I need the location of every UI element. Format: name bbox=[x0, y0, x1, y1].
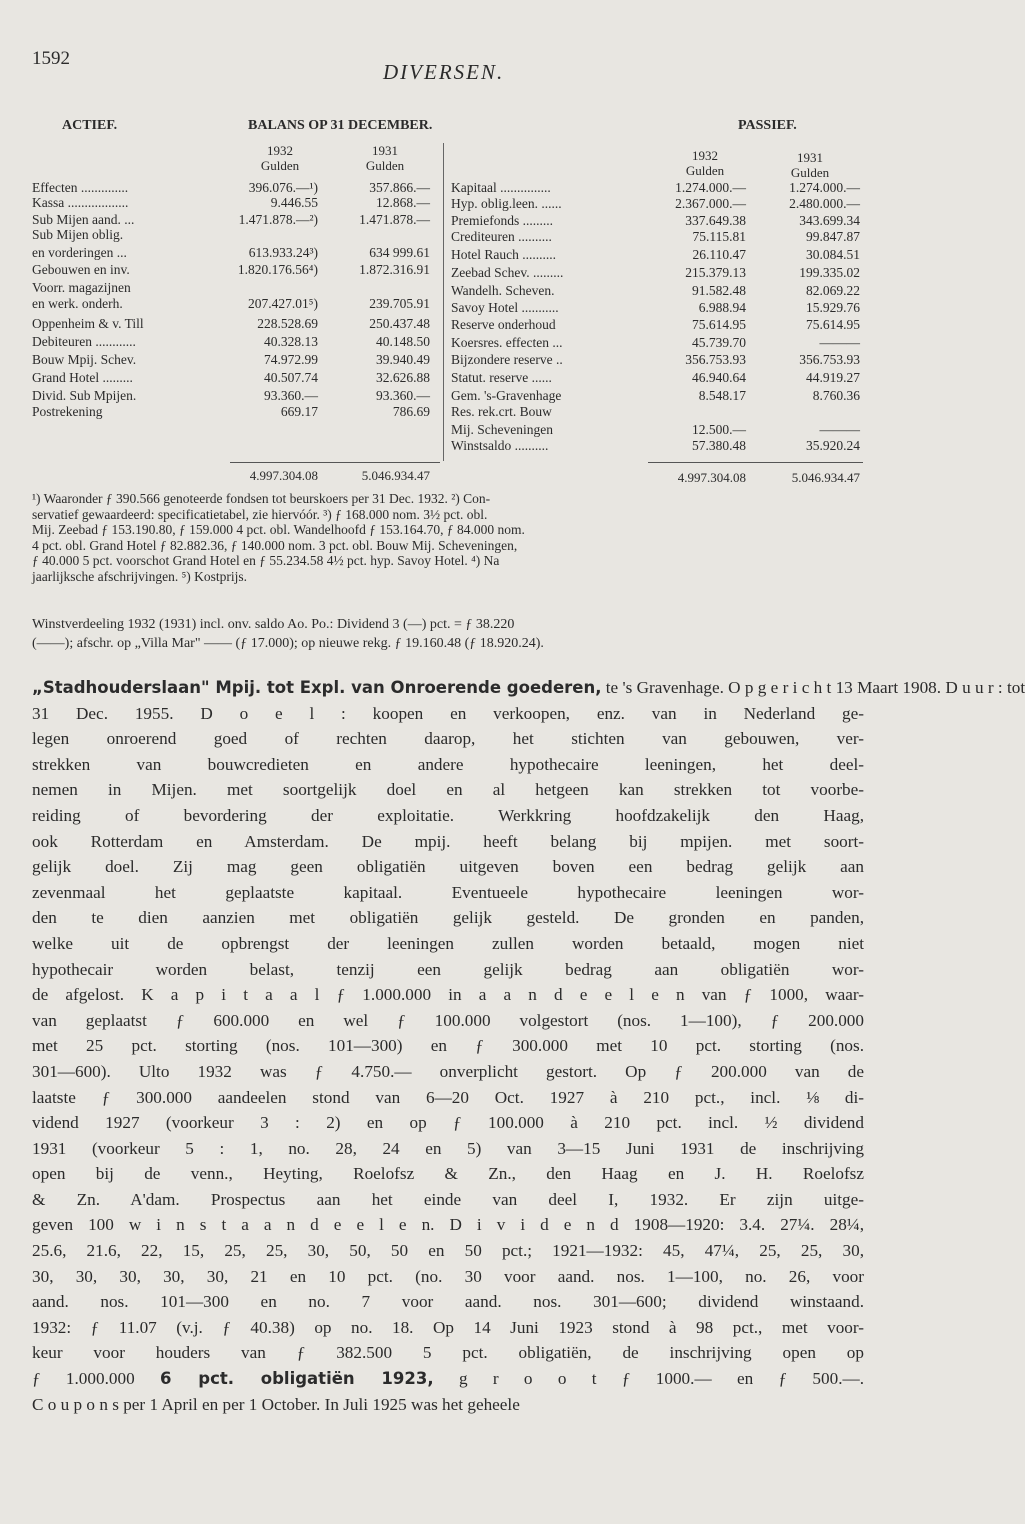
passief-value-1932: 45.739.70 bbox=[692, 335, 746, 350]
passief-row-label: Bijzondere reserve .. bbox=[451, 352, 563, 367]
passief-value-1932: 6.988.94 bbox=[698, 300, 746, 315]
actief-value-1932: 74.972.99 bbox=[264, 352, 318, 367]
article-line: hypothecair worden belast, tenzij een gelijk bedrag aan obligatiën wor- bbox=[32, 959, 864, 979]
passief-value-1932: 337.649.38 bbox=[685, 213, 746, 228]
passief-value-1932: 356.753.93 bbox=[685, 352, 746, 367]
passief-value-1932: 12.500.— bbox=[692, 422, 746, 437]
actief-row-label: Oppenheim & v. Till bbox=[32, 316, 144, 331]
page-number: 1592 bbox=[32, 48, 70, 69]
actief-value-1931: 39.940.49 bbox=[376, 352, 430, 367]
article-line: laatste ƒ 300.000 aandeelen stond van 6—20 Oct. 1927 à 210 pct., incl. ⅛ di- bbox=[32, 1087, 864, 1107]
bond-issue-bold: 6 pct. obligatiën 1923, bbox=[160, 1369, 434, 1389]
article-line: van geplaatst ƒ 600.000 en wel ƒ 100.000 volgestort (nos. 1—100), ƒ 200.000 bbox=[32, 1010, 864, 1030]
footnote-line: ƒ 40.000 5 pct. voorschot Grand Hotel en ƒ 55.234.58 4½ pct. hyp. Savoy Hotel. ⁴) Na bbox=[32, 553, 500, 568]
actief-value-1932: 669.17 bbox=[280, 404, 318, 419]
passief-value-1932: 57.380.48 bbox=[692, 438, 746, 453]
passief-value-1932: 215.379.13 bbox=[685, 265, 746, 280]
actief-row-label: Sub Mijen aand. ... bbox=[32, 212, 135, 227]
passief-row-label: Winstsaldo .......... bbox=[451, 438, 549, 453]
article-line: welke uit de opbrengst der leeningen zullen worden betaald, mogen niet bbox=[32, 933, 864, 953]
actief-row-label: Kassa .................. bbox=[32, 195, 129, 210]
actief-row-label: Postrekening bbox=[32, 404, 103, 419]
actief-row-label: Gebouwen en inv. bbox=[32, 262, 130, 277]
passief-row-label: Gem. 's-Gravenhage bbox=[451, 388, 562, 403]
passief-value-1932: 8.548.17 bbox=[698, 388, 746, 403]
article-heading: „Stadhouderslaan" Mpij. tot Expl. van Onroerende goederen, bbox=[32, 678, 602, 697]
article-line: C o u p o n s per 1 April en per 1 October. In Juli 1925 was het geheele bbox=[32, 1394, 520, 1414]
passief-value-1931: 75.614.95 bbox=[806, 317, 860, 332]
passief-total-1931: 5.046.934.47 bbox=[791, 470, 860, 485]
actief-value-1932: 9.446.55 bbox=[270, 195, 318, 210]
passief-total-1932: 4.997.304.08 bbox=[677, 470, 746, 485]
actief-value-1931 bbox=[322, 280, 430, 296]
col-head-actief-1932: 1932 Gulden bbox=[260, 143, 300, 173]
passief-value-1932 bbox=[640, 404, 746, 420]
actief-row-label: Divid. Sub Mpijen. bbox=[32, 388, 137, 403]
col-head-actief-1931: 1931 Gulden bbox=[365, 143, 405, 173]
article-line: 301—600). Ulto 1932 was ƒ 4.750.— onverplicht gestort. Op ƒ 200.000 van de bbox=[32, 1061, 864, 1081]
article-line: gelijk doel. Zij mag geen obligatiën uitgeven boven een bedrag gelijk aan bbox=[32, 857, 864, 877]
actief-value-1932: 396.076.—¹) bbox=[248, 180, 318, 195]
article-line: zevenmaal het geplaatste kapitaal. Eventueele hypothecaire leeningen wor- bbox=[32, 882, 864, 902]
article-line: open bij de venn., Heyting, Roelofsz & Zn., den Haag en J. H. Roelofsz bbox=[32, 1164, 864, 1184]
passief-value-1932: 2.367.000.— bbox=[675, 196, 746, 211]
article-line: ook Rotterdam en Amsterdam. De mpij. heeft belang bij mpijen. met soort- bbox=[32, 831, 864, 851]
article-text: g r o o t ƒ 1000.— en ƒ 500.—. bbox=[433, 1369, 864, 1389]
passief-row-label: Zeebad Schev. ......... bbox=[451, 265, 564, 280]
passief-row-label: Hyp. oblig.leen. ...... bbox=[451, 196, 562, 211]
passief-value-1932: 75.115.81 bbox=[692, 229, 746, 244]
actief-value-1931: 40.148.50 bbox=[376, 334, 430, 349]
article-line: strekken van bouwcredieten en andere hypothecaire leeningen, het deel- bbox=[32, 754, 864, 774]
passief-value-1932: 46.940.64 bbox=[692, 370, 746, 385]
actief-value-1932 bbox=[212, 227, 318, 243]
passief-row-label: Mij. Scheveningen bbox=[451, 422, 553, 437]
actief-value-1931: 786.69 bbox=[392, 404, 430, 419]
actief-row-label: Grand Hotel ......... bbox=[32, 370, 133, 385]
actief-row-label: Effecten .............. bbox=[32, 180, 129, 195]
passief-value-1931: 99.847.87 bbox=[806, 229, 860, 244]
balance-title: BALANS OP 31 DECEMBER. bbox=[248, 118, 433, 133]
article-line: reiding of bevordering der exploitatie. Werkkring hoofdzakelijk den Haag, bbox=[32, 805, 864, 825]
article-line: 25.6, 21.6, 22, 15, 25, 25, 30, 50, 50 en 50 pct.; 1921—1932: 45, 47¼, 25, 25, 30, bbox=[32, 1241, 864, 1261]
actief-row-label: en vorderingen ... bbox=[32, 245, 127, 260]
actief-value-1931: 250.437.48 bbox=[369, 316, 430, 331]
actief-value-1932: 613.933.24³) bbox=[248, 245, 318, 260]
article-line: „Stadhouderslaan" Mpij. tot Expl. van Onroerende goederen, te 's Gravenhage. O p g e r i c h t 13 Maart 1908. D u u r : tot bbox=[32, 678, 1025, 697]
passief-value-1931: 356.753.93 bbox=[799, 352, 860, 367]
passief-value-1931: 15.929.76 bbox=[806, 300, 860, 315]
passief-value-1931 bbox=[752, 404, 860, 420]
article-line: 31 Dec. 1955. D o e l : koopen en verkoopen, enz. van in Nederland ge- bbox=[32, 703, 864, 723]
footnote-line: 4 pct. obl. Grand Hotel ƒ 82.882.36, ƒ 140.000 nom. 3 pct. obl. Bouw Mij. Scheveningen, bbox=[32, 537, 518, 553]
passief-value-1931: 82.069.22 bbox=[806, 283, 860, 298]
article-line: den te dien aanzien met obligatiën gelijk gesteld. De gronden en panden, bbox=[32, 908, 864, 928]
passief-value-1931: 44.919.27 bbox=[806, 370, 860, 385]
article-line: aand. nos. 101—300 en no. 7 voor aand. nos. 301—600; dividend winstaand. bbox=[32, 1292, 864, 1312]
passief-value-1931: 2.480.000.— bbox=[789, 196, 860, 211]
article-line bbox=[32, 1366, 864, 1392]
actief-value-1931: 1.872.316.91 bbox=[359, 262, 430, 277]
actief-value-1931: 357.866.— bbox=[369, 180, 430, 195]
actief-total-1931: 5.046.934.47 bbox=[361, 468, 430, 483]
col-head-passief-1931: 1931 Gulden bbox=[790, 150, 830, 180]
article-line: 1932: ƒ 11.07 (v.j. ƒ 40.38) op no. 18. Op 14 Juni 1923 stond à 98 pct., met voor- bbox=[32, 1317, 864, 1337]
passief-value-1931: 35.920.24 bbox=[806, 438, 860, 453]
article-line: met 25 pct. storting (nos. 101—300) en ƒ 300.000 met 10 pct. storting (nos. bbox=[32, 1036, 864, 1056]
actief-row-label: Voorr. magazijnen bbox=[32, 280, 131, 295]
winst-line: Winstverdeeling 1932 (1931) incl. onv. saldo Ao. Po.: Dividend 3 (—) pct. = ƒ 38.220 bbox=[32, 617, 515, 632]
actief-value-1931: 1.471.878.— bbox=[359, 212, 430, 227]
passief-row-label: Reserve onderhoud bbox=[451, 317, 556, 332]
article-line: geven 100 w i n s t a a n d e e l e n. D i v i d e n d 1908—1920: 3.4. 27¼. 28¼, bbox=[32, 1215, 864, 1235]
winst-line: (——); afschr. op „Villa Mar" —— (ƒ 17.000); op nieuwe rekg. ƒ 19.160.48 (ƒ 18.920.24). bbox=[32, 636, 544, 651]
passief-value-1931: ——— bbox=[819, 335, 860, 350]
passief-value-1931: 8.760.36 bbox=[812, 388, 860, 403]
actief-value-1932: 40.507.74 bbox=[264, 370, 318, 385]
actief-value-1931 bbox=[322, 227, 430, 243]
passief-value-1932: 91.582.48 bbox=[692, 283, 746, 298]
passief-value-1932: 1.274.000.— bbox=[675, 180, 746, 195]
passief-label: PASSIEF. bbox=[738, 118, 797, 133]
passief-row-label: Kapitaal ............... bbox=[451, 180, 551, 195]
article-line: nemen in Mijen. met soortgelijk doel en al hetgeen kan strekken tot voorbe- bbox=[32, 780, 864, 800]
column-divider bbox=[443, 143, 444, 461]
actief-row-label: Bouw Mpij. Schev. bbox=[32, 352, 137, 367]
actief-value-1932 bbox=[212, 280, 318, 296]
footnote-line: Mij. Zeebad ƒ 153.190.80, ƒ 159.000 4 pct. obl. Wandelhoofd ƒ 153.164.70, ƒ 84.000 nom. bbox=[32, 522, 525, 537]
actief-value-1931: 32.626.88 bbox=[376, 370, 430, 385]
footnote-line: jaarlijksche afschrijvingen. ⁵) Kostprijs. bbox=[32, 568, 248, 584]
actief-value-1932: 40.328.13 bbox=[264, 334, 318, 349]
passief-value-1931: ——— bbox=[819, 422, 860, 437]
actief-value-1931: 12.868.— bbox=[376, 195, 430, 210]
article-line: 1931 (voorkeur 5 : 1, no. 28, 24 en 5) van 3—15 Juni 1931 de inschrijving bbox=[32, 1138, 864, 1158]
footnote-line: servatief gewaardeerd: specificatietabel, zie hiervóór. ³) ƒ 168.000 nom. 3½ pct. obl. bbox=[32, 506, 488, 522]
passief-row-label: Statut. reserve ...... bbox=[451, 370, 552, 385]
actief-row-label: Sub Mijen oblig. bbox=[32, 227, 124, 242]
article-line: keur voor houders van ƒ 382.500 5 pct. obligatiën, de inschrijving open op bbox=[32, 1343, 864, 1363]
passief-value-1932: 26.110.47 bbox=[692, 247, 746, 262]
running-head: DIVERSEN. bbox=[383, 60, 505, 84]
article-text: ƒ 1.000.000 bbox=[32, 1369, 160, 1389]
passief-value-1931: 30.084.51 bbox=[806, 247, 860, 262]
article-line: vidend 1927 (voorkeur 3 : 2) en op ƒ 100.000 à 210 pct. incl. ½ dividend bbox=[32, 1113, 864, 1133]
article-body bbox=[32, 675, 1025, 1417]
passief-row-label: Premiefonds ......... bbox=[451, 213, 553, 228]
article-line: & Zn. A'dam. Prospectus aan het einde van deel I, 1932. Er zijn uitge- bbox=[32, 1189, 864, 1209]
actief-value-1932: 1.820.176.56⁴) bbox=[237, 262, 318, 277]
actief-value-1932: 228.528.69 bbox=[257, 316, 318, 331]
footnote-line: ¹) Waaronder ƒ 390.566 genoteerde fondsen tot beurskoers per 31 Dec. 1932. ²) Con- bbox=[32, 491, 491, 506]
article-line: legen onroerend goed of rechten daarop, het stichten van gebouwen, ver- bbox=[32, 729, 864, 749]
passief-value-1931: 343.699.34 bbox=[799, 213, 860, 228]
passief-value-1932: 75.614.95 bbox=[692, 317, 746, 332]
passief-value-1931: 1.274.000.— bbox=[789, 180, 860, 195]
col-head-passief-1932: 1932 Gulden bbox=[685, 148, 725, 178]
passief-row-label: Wandelh. Scheven. bbox=[451, 283, 555, 298]
passief-row-label: Savoy Hotel ........... bbox=[451, 300, 559, 315]
passief-total-rule bbox=[648, 462, 863, 463]
article-line: 30, 30, 30, 30, 30, 21 en 10 pct. (no. 30 voor aand. nos. 1—100, no. 26, voor bbox=[32, 1266, 864, 1286]
passief-row-label: Hotel Rauch .......... bbox=[451, 247, 556, 262]
actief-total-rule bbox=[230, 462, 440, 463]
actief-value-1931: 93.360.— bbox=[376, 388, 430, 403]
actief-total-1932: 4.997.304.08 bbox=[249, 468, 318, 483]
passief-value-1931: 199.335.02 bbox=[799, 265, 860, 280]
passief-row-label: Res. rek.crt. Bouw bbox=[451, 404, 552, 419]
passief-row-label: Crediteuren .......... bbox=[451, 229, 552, 244]
actief-value-1932: 93.360.— bbox=[264, 388, 318, 403]
actief-label: ACTIEF. bbox=[62, 118, 118, 133]
actief-value-1931: 634 999.61 bbox=[369, 245, 430, 260]
actief-value-1932: 1.471.878.—²) bbox=[238, 212, 318, 227]
article-line: de afgelost. K a p i t a a l ƒ 1.000.000 in a a n d e e l e n van ƒ 1000, waar- bbox=[32, 985, 864, 1005]
passief-row-label: Koersres. effecten ... bbox=[451, 335, 563, 350]
actief-value-1931: 239.705.91 bbox=[369, 296, 430, 311]
actief-row-label: en werk. onderh. bbox=[32, 296, 123, 311]
actief-value-1932: 207.427.01⁵) bbox=[248, 296, 318, 311]
actief-row-label: Debiteuren ............ bbox=[32, 334, 136, 349]
